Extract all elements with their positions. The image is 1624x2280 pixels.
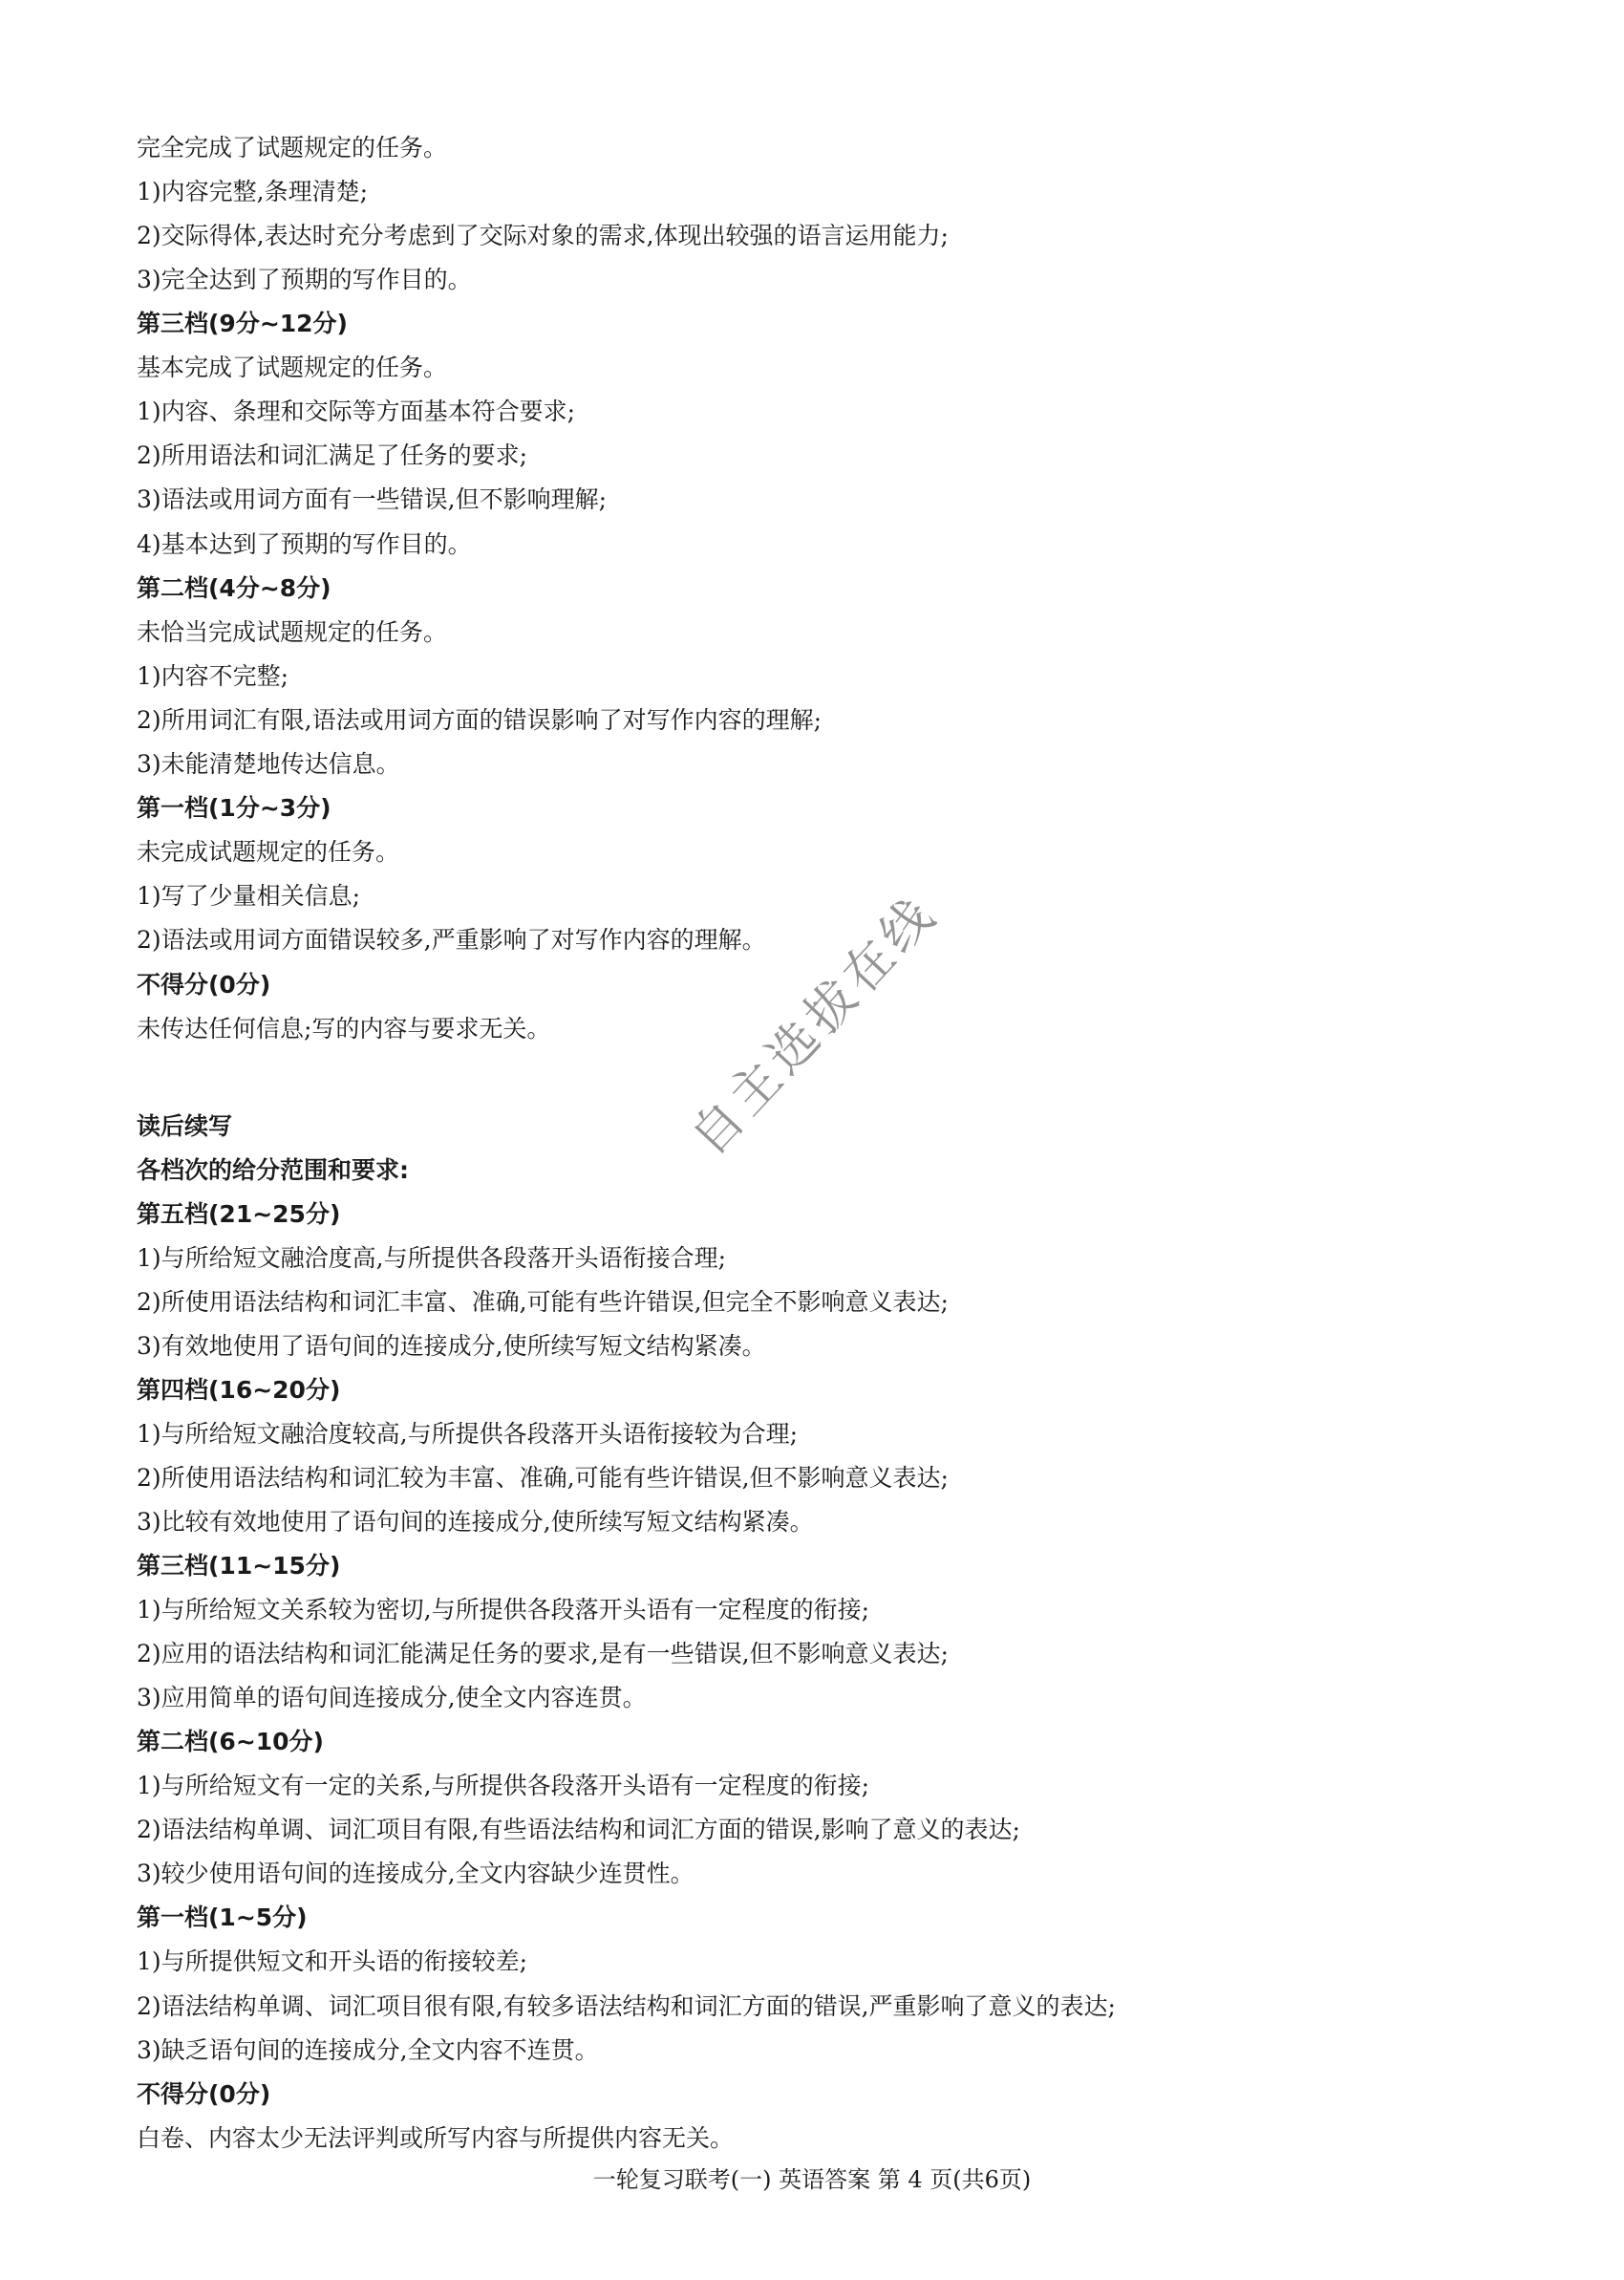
section-heading: 读后续写 [137, 1112, 233, 1140]
text-line: 基本完成了试题规定的任务。 [137, 354, 448, 381]
text-line: 2)所使用语法结构和词汇较为丰富、准确,可能有些许错误,但不影响意义表达; [137, 1464, 949, 1492]
text-line: 1)与所给短文有一定的关系,与所提供各段落开头语有一定程度的衔接; [137, 1772, 870, 1799]
text-line: 3)缺乏语句间的连接成分,全文内容不连贯。 [137, 2036, 599, 2064]
section-heading: 第一档(1~5分) [137, 1904, 308, 1931]
text-line: 1)内容完整,条理清楚; [137, 178, 369, 205]
section-heading: 第二档(6~10分) [137, 1728, 324, 1755]
text-line: 3)比较有效地使用了语句间的连接成分,使所续写短文结构紧凑。 [137, 1508, 814, 1536]
section-heading: 第三档(11~15分) [137, 1552, 341, 1580]
text-line: 2)应用的语法结构和词汇能满足任务的要求,是有一些错误,但不影响意义表达; [137, 1640, 949, 1667]
text-line: 1)内容、条理和交际等方面基本符合要求; [137, 398, 576, 425]
text-line: 1)与所给短文融洽度高,与所提供各段落开头语衔接合理; [137, 1244, 727, 1272]
text-line: 3)语法或用词方面有一些错误,但不影响理解; [137, 485, 608, 513]
text-line: 1)与所给短文融洽度较高,与所提供各段落开头语衔接较为合理; [137, 1420, 799, 1448]
section-heading: 第一档(1分~3分) [137, 794, 331, 822]
text-line: 3)有效地使用了语句间的连接成分,使所续写短文结构紧凑。 [137, 1332, 766, 1360]
section-heading: 第四档(16~20分) [137, 1376, 341, 1404]
text-line: 4)基本达到了预期的写作目的。 [137, 530, 472, 558]
text-line: 2)交际得体,表达时充分考虑到了交际对象的需求,体现出较强的语言运用能力; [137, 222, 949, 249]
text-line: 3)较少使用语句间的连接成分,全文内容缺少连贯性。 [137, 1860, 694, 1887]
text-line: 3)应用简单的语句间连接成分,使全文内容连贯。 [137, 1684, 647, 1711]
text-line: 未传达任何信息;写的内容与要求无关。 [137, 1015, 551, 1043]
text-line: 1)与所给短文关系较为密切,与所提供各段落开头语有一定程度的衔接; [137, 1596, 870, 1624]
text-line: 2)所用词汇有限,语法或用词方面的错误影响了对写作内容的理解; [137, 706, 823, 734]
page-footer: 一轮复习联考(一) 英语答案 第 4 页(共6页) [592, 2166, 1032, 2193]
text-line: 2)语法结构单调、词汇项目很有限,有较多语法结构和词汇方面的错误,严重影响了意义的表达; [137, 1992, 1116, 2020]
text-line: 2)所用语法和词汇满足了任务的要求; [137, 441, 528, 469]
text-line: 1)写了少量相关信息; [137, 882, 361, 910]
watermark: 自主选拔在线 [680, 884, 950, 1167]
section-heading: 第三档(9分~12分) [137, 310, 348, 337]
text-line: 1)与所提供短文和开头语的衔接较差; [137, 1947, 528, 1975]
text-line: 白卷、内容太少无法评判或所写内容与所提供内容无关。 [137, 2124, 735, 2152]
section-heading: 不得分(0分) [137, 2080, 271, 2108]
text-line: 未完成试题规定的任务。 [137, 838, 400, 866]
text-line: 1)内容不完整; [137, 662, 289, 690]
section-heading: 不得分(0分) [137, 971, 271, 999]
text-line: 未恰当完成试题规定的任务。 [137, 618, 448, 646]
text-line: 2)语法或用词方面错误较多,严重影响了对写作内容的理解。 [137, 926, 766, 954]
section-heading: 第五档(21~25分) [137, 1200, 341, 1228]
text-line: 完全完成了试题规定的任务。 [137, 134, 448, 161]
text-line: 3)完全达到了预期的写作目的。 [137, 266, 472, 293]
text-line: 3)未能清楚地传达信息。 [137, 750, 400, 778]
section-heading: 第二档(4分~8分) [137, 574, 331, 602]
section-heading: 各档次的给分范围和要求: [137, 1156, 409, 1184]
text-line: 2)所使用语法结构和词汇丰富、准确,可能有些许错误,但完全不影响意义表达; [137, 1288, 949, 1316]
text-line: 2)语法结构单调、词汇项目有限,有些语法结构和词汇方面的错误,影响了意义的表达; [137, 1816, 1020, 1843]
